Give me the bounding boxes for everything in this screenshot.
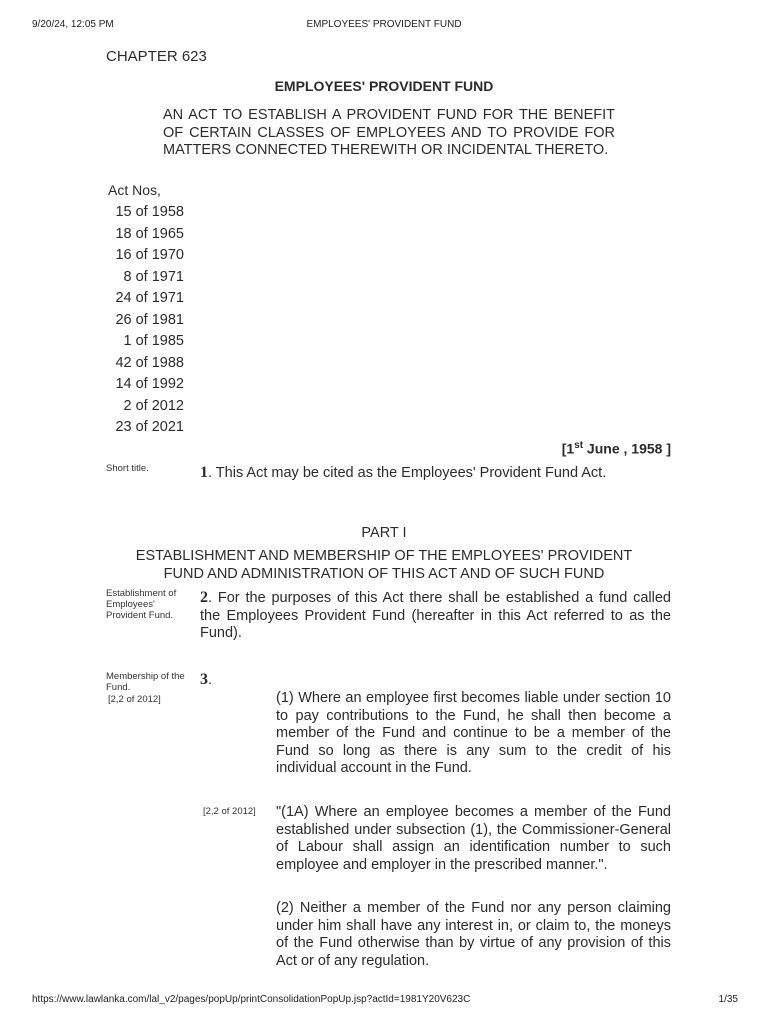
margin-note-membership: Membership of the Fund. [106,671,185,693]
part-title: PART I [361,525,407,541]
act-no-item: 1 of 1985 [123,333,184,349]
subsection-1a: "(1A) Where an employee becomes a member of the Fund established under subsection (1), the Commissioner-General of Labour shall assign an identification number to such employee and employer in the prescribed manner.". [276,804,671,873]
act-no-item: 26 of 1981 [115,311,184,328]
act-no-item: 16 of 1970 [115,247,184,263]
date-rest: June , 1958 [583,440,663,457]
act-preamble: AN ACT TO ESTABLISH A PROVIDENT FUND FOR THE BENEFIT OF CERTAIN CLASSES OF EMPLOYEES AND TO PROVIDE FOR MATTERS CONNECTED THEREWITH OR INCIDENTAL THERETO. [163,107,615,158]
chapter-number: CHAPTER 623 [106,48,207,65]
part-heading: ESTABLISHMENT AND MEMBERSHIP OF THE EMPLOYEES' PROVIDENT FUND AND ADMINISTRATION OF THIS ACT AND OF SUCH FUND [135,548,633,582]
act-no-item: 2 of 2012 [123,397,184,414]
section-1-text: . This Act may be cited as the Employees' Provident Fund Act. [208,465,607,481]
act-no-item: 23 of 2021 [115,419,184,435]
section-number: 1 [200,464,208,481]
date-close: ] [662,440,671,457]
date-open: [1 [561,440,575,457]
section-3-dot: . [208,672,213,688]
subsection-2: (2) Neither a member of the Fund nor any person claiming under him shall have any interest in, or claim to, the moneys of the Fund otherwise than by virtue of any provision of this Act or of any regulation. [276,900,671,969]
print-url: https://www.lawlanka.com/lal_v2/pages/popUp/printConsolidationPopUp.jsp?actId=1981Y20V623C [32,994,471,1005]
date-ordinal: st [574,440,584,451]
act-nos-list [106,202,184,439]
print-timestamp: 9/20/24, 12:05 PM [32,19,114,30]
act-no-item: 42 of 1988 [115,354,184,371]
section-3-heading [200,671,212,690]
act-title: EMPLOYEES' PROVIDENT FUND [274,78,494,94]
act-nos-label: Act Nos, [108,182,161,198]
act-no-item: 15 of 1958 [115,204,184,220]
margin-note-short-title: Short title. [106,463,149,474]
margin-note-establishment: Establishment of Employees' Provident Fund. [106,588,177,621]
amendment-note: [2,2 of 2012] [203,806,256,817]
section-1 [200,464,670,483]
subsection-1: (1) Where an employee first becomes liable under section 10 to pay contributions to the Fund, he shall then become a member of the Fund and continue to be a member of the Fund so long as there is any sum to the credit of his individual account in the Fund. [276,690,671,776]
act-no-item: 24 of 1971 [115,290,184,306]
act-no-item: 8 of 1971 [123,268,184,285]
act-no-item: 18 of 1965 [115,225,184,242]
page-number: 1/35 [718,994,738,1005]
print-header-title: EMPLOYEES' PROVIDENT FUND [306,19,462,30]
section-2-text: . For the purposes of this Act there shall be established a fund called the Employees Provident Fund (hereafter in this Act referred to as the Fund). [200,590,671,641]
act-no-item: 14 of 1992 [115,376,184,392]
amendment-note: [2,2 of 2012] [108,694,161,705]
section-number: 2 [200,589,208,606]
section-number: 3 [200,671,208,688]
section-2 [200,589,671,643]
commencement-date [562,440,671,457]
